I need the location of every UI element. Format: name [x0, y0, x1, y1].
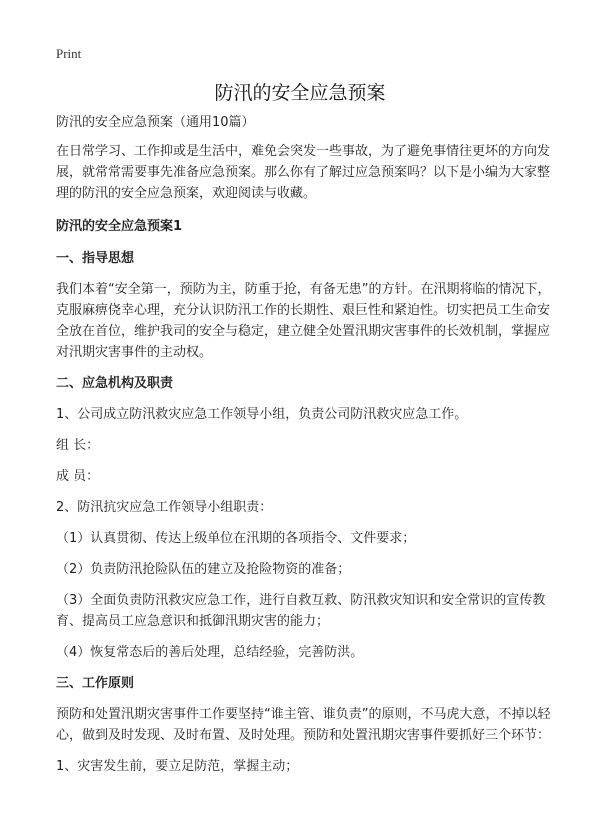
- paragraph-work-principle-1: 1、灾害发生前，要立足防范，掌握主动；: [56, 759, 299, 774]
- section-title: 防汛的安全应急预案1: [56, 219, 183, 234]
- list-item-duty-4: （4）恢复常态后的善后处理，总结经验，完善防洪。: [56, 645, 364, 660]
- document-subtitle: 防汛的安全应急预案（通用10篇）: [56, 115, 255, 130]
- print-label: Print: [56, 46, 82, 61]
- heading-guiding-principle: 一、指导思想: [56, 251, 135, 266]
- list-item-duty-3: （3）全面负责防汛救灾应急工作，进行自救互救、防汛救灾知识和安全常识的宣传教育、提高员工应急意识和抵御汛期灾害的能力；: [56, 593, 546, 629]
- list-item-duty-1: （1）认真贯彻、传达上级单位在汛期的各项指令、文件要求；: [56, 531, 416, 546]
- intro-paragraph: 在日常学习、工作抑或是生活中，难免会突发一些事故，为了避免事情往更坏的方向发展，就常常需要事先准备应急预案。那么你有了解过应急预案吗？以下是小编为大家整理的防汛的安全应急预案，欢迎阅读与收藏。: [56, 144, 551, 201]
- paragraph-org-1: 1、公司成立防汛救灾应急工作领导小组，负责公司防汛救灾应急工作。: [56, 407, 468, 422]
- paragraph-guiding-principle: 我们本着“安全第一，预防为主，防重于抢，有备无患”的方针。在汛期将临的情况下，克服麻痹侥幸心理，充分认识防汛工作的长期性、艰巨性和紧迫性。切实把员工生命安全放在首位，维护我司的安全与稳定，建立健全处置汛期灾害事件的长效机制，掌握应对汛期灾害事件的主动权。: [56, 282, 551, 360]
- list-item-duty-2: （2）负责防汛抢险队伍的建立及抢险物资的准备；: [56, 562, 351, 577]
- document-title: 防汛的安全应急预案: [214, 82, 386, 104]
- paragraph-group-leader: 组 长：: [56, 438, 100, 453]
- paragraph-work-principle: 预防和处置汛期灾害事件工作要坚持“谁主管、谁负责”的原则，不马虎大意，不掉以轻心，做到及时发现、及时布置、及时处理。预防和处置汛期灾害事件要抓好三个环节：: [56, 707, 551, 743]
- paragraph-org-2: 2、防汛抗灾应急工作领导小组职责：: [56, 500, 273, 515]
- heading-organization: 二、应急机构及职责: [56, 376, 174, 391]
- document-body: [56, 112, 552, 777]
- heading-work-principle: 三、工作原则: [56, 676, 135, 691]
- paragraph-members: 成 员：: [56, 469, 100, 484]
